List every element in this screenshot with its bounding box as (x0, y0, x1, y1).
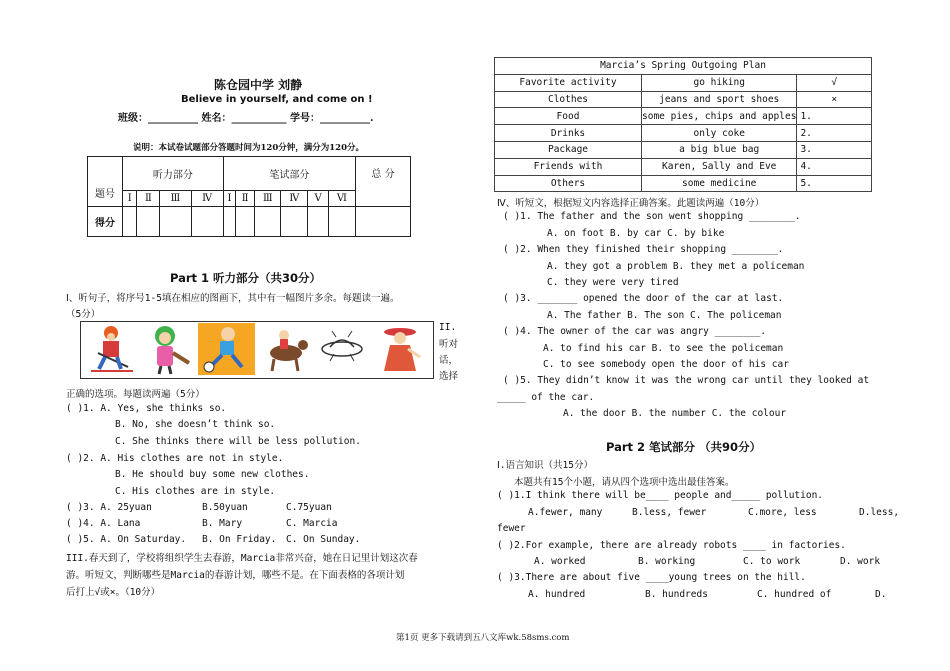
sec4-heading: Ⅳ、听短文，根据短文内容选择正确答案。此题读两遍（10分） (497, 198, 765, 209)
plan-mark[interactable]: 5. (797, 175, 872, 192)
score-cell[interactable] (255, 207, 281, 237)
q3-opt-a: ( )3. A. 25yuan (66, 502, 152, 513)
plan-mark[interactable]: × (797, 91, 872, 108)
sec1-line2: （5分） (66, 309, 101, 320)
score-cell[interactable] (123, 207, 137, 237)
sec2-side-3: 话， (439, 355, 459, 366)
plan-item: Friends with (495, 158, 642, 175)
p2-q2-opt-c: C. to work (743, 556, 801, 567)
plan-item: Clothes (495, 91, 642, 108)
p2-q1-opt-a: A.fewer, many (528, 507, 603, 518)
school-title: 陈仓园中学 刘静 (214, 78, 303, 92)
p2-q1-cont: fewer (497, 523, 526, 534)
exam-note: 说明：本试卷试题部分答题时间为120分钟，满分为120分。 (133, 143, 364, 153)
numeral-cell: Ⅵ (328, 191, 355, 207)
sec2-side-2: 听对 (439, 339, 459, 350)
score-cell[interactable] (191, 207, 223, 237)
part2-title: Part 2 笔试部分 （共90分） (606, 440, 762, 454)
girl-picture (141, 323, 198, 375)
plan-detail: Karen, Sally and Eve (642, 158, 797, 175)
score-cell[interactable] (236, 207, 255, 237)
p2-q3-opt-c: C. hundred of (757, 589, 832, 600)
p2-q1-opt-d: D.less, (859, 507, 900, 518)
tihao-label: 题号 (88, 157, 123, 207)
listening-header: 听力部分 (123, 157, 224, 191)
sec3-line1: III.春天到了，学校将组织学生去春游，Marcia非常兴奋，她在日记里计划这次春 (66, 553, 418, 564)
q5-opt-b: B. On Friday. (202, 534, 277, 545)
q3-opt-c: C.75yuan (286, 502, 332, 513)
score-cell[interactable] (308, 207, 328, 237)
q4-opt-b: B. Mary (202, 518, 243, 529)
sec4-line: A. to find his car B. to see the policeman (543, 343, 784, 354)
sec2-line: 正确的选项。每题读两遍（5分） (66, 389, 205, 400)
part2-intro: 本题共有15个小题，请从四个选项中选出最佳答案。 (514, 477, 735, 488)
sec4-line: ( )4. The owner of the car was angry ________. (503, 326, 767, 337)
total-header: 总 分 (356, 157, 411, 207)
p2-q1-opt-c: C.more, less (748, 507, 817, 518)
ufo-picture (314, 323, 371, 375)
part1-title: Part 1 听力部分（共30分） (170, 271, 322, 285)
part2-sec1: Ⅰ.语言知识（共15分） (497, 460, 593, 471)
q2-line-c: C. His clothes are in style. (115, 486, 276, 497)
plan-item: Drinks (495, 125, 642, 142)
plan-mark[interactable]: 1. (797, 108, 872, 125)
horse-rider-picture (256, 323, 313, 375)
numeral-cell: Ⅳ (191, 191, 223, 207)
score-cell[interactable] (328, 207, 355, 237)
plan-title: Marcia’s Spring Outgoing Plan (495, 58, 872, 75)
numeral-cell: Ⅳ (281, 191, 308, 207)
sec2-side-1: II. (439, 322, 457, 333)
p2-q2-opt-b: B. working (638, 556, 696, 567)
sec4-line: ( )5. They didn’t know it was the wrong car until they looked at (503, 375, 870, 386)
sec3-line3: 后打上√或×。（10分） (66, 587, 161, 598)
plan-detail: go hiking (642, 74, 797, 91)
p2-q2-opt-d: D. work (840, 556, 881, 567)
total-cell[interactable] (356, 207, 411, 237)
numeral-cell: Ⅰ (223, 191, 235, 207)
plan-mark[interactable]: 3. (797, 141, 872, 158)
p2-q3-opt-d: D. (875, 589, 887, 600)
q1-line-a: ( )1. A. Yes, she thinks so. (66, 403, 227, 414)
numeral-cell: Ⅴ (308, 191, 328, 207)
student-info-line: 班级：__________ 姓名：___________ 学号：__________. (118, 113, 374, 124)
plan-table (494, 57, 872, 192)
numeral-cell: Ⅱ (236, 191, 255, 207)
q2-line-a: ( )2. A. His clothes are not in style. (66, 453, 284, 464)
writing-header: 笔试部分 (223, 157, 355, 191)
plan-item: Package (495, 141, 642, 158)
p2-q3-opt-b: B. hundreds (645, 589, 708, 600)
sec4-line: A. The father B. The son C. The policeman (547, 310, 782, 321)
numeral-cell: Ⅱ (137, 191, 160, 207)
q1-line-b: B. No, she doesn’t think so. (115, 419, 276, 430)
sec4-line: ( )2. When they finished their shopping ________. (503, 244, 784, 255)
numeral-cell: Ⅰ (123, 191, 137, 207)
sec4-line: C. they were very tired (547, 277, 679, 288)
q4-opt-a: ( )4. A. Lana (66, 518, 141, 529)
p2-q3-opt-a: A. hundred (528, 589, 586, 600)
p2-q1-opt-b: B.less, fewer (632, 507, 707, 518)
lady-hat-picture (372, 323, 429, 375)
p2-q2: ( )2.For example, there are already robots ____ in factories. (497, 540, 846, 551)
score-cell[interactable] (223, 207, 235, 237)
boy-ball-picture (198, 323, 255, 375)
plan-mark[interactable]: 4. (797, 158, 872, 175)
defen-label: 得分 (88, 207, 123, 237)
plan-detail: only coke (642, 125, 797, 142)
q3-opt-b: B.50yuan (202, 502, 248, 513)
plan-item: Favorite activity (495, 74, 642, 91)
score-cell[interactable] (281, 207, 308, 237)
footer: 第1页 更多下载请到五八文库wk.58sms.com (396, 633, 570, 643)
motto: Believe in yourself, and come on ! (181, 94, 373, 105)
score-table (87, 156, 411, 237)
p2-q1: ( )1.I think there will be____ people and_____ pollution. (497, 490, 824, 501)
q4-opt-c: C. Marcia (286, 518, 338, 529)
plan-detail: some medicine (642, 175, 797, 192)
plan-item: Others (495, 175, 642, 192)
sec2-side-4: 选择 (439, 371, 459, 382)
p2-q2-opt-a: A. worked (534, 556, 586, 567)
numeral-cell: Ⅲ (160, 191, 191, 207)
score-cell[interactable] (137, 207, 160, 237)
q1-line-c: C. She thinks there will be less pollution. (115, 436, 361, 447)
q2-line-b: B. He should buy some new clothes. (115, 469, 310, 480)
skier-picture (83, 323, 140, 375)
sec4-line: C. to see somebody open the door of his car (543, 359, 789, 370)
plan-mark[interactable]: √ (797, 74, 872, 91)
plan-item: Food (495, 108, 642, 125)
sec4-line: ( )3. _______ opened the door of the car at last. (503, 293, 784, 304)
plan-mark[interactable]: 2. (797, 125, 872, 142)
sec4-line: A. the door B. the number C. the colour (563, 408, 787, 419)
q5-opt-a: ( )5. A. On Saturday. (66, 534, 187, 545)
sec4-line: ( )1. The father and the son went shopping ________. (503, 211, 801, 222)
sec4-line: _____ of the car. (497, 392, 595, 403)
sec4-line: A. they got a problem B. they met a policeman (547, 261, 805, 272)
plan-detail: a big blue bag (642, 141, 797, 158)
plan-detail: jeans and sport shoes (642, 91, 797, 108)
score-cell[interactable] (160, 207, 191, 237)
plan-detail: some pies, chips and apples (642, 108, 797, 125)
sec3-line2: 游。听短文，判断哪些是Marcia的春游计划，哪些不是。在下面表格的各项计划 (66, 570, 405, 581)
numeral-cell: Ⅲ (255, 191, 281, 207)
q5-opt-c: C. On Sunday. (286, 534, 361, 545)
p2-q3: ( )3.There are about five ____young trees on the hill. (497, 572, 806, 583)
sec4-line: A. on foot B. by car C. by bike (547, 228, 725, 239)
sec1-line1: Ⅰ、听句子，将序号1-5填在相应的图画下，其中有一幅图片多余。每题读一遍。 (66, 293, 400, 304)
